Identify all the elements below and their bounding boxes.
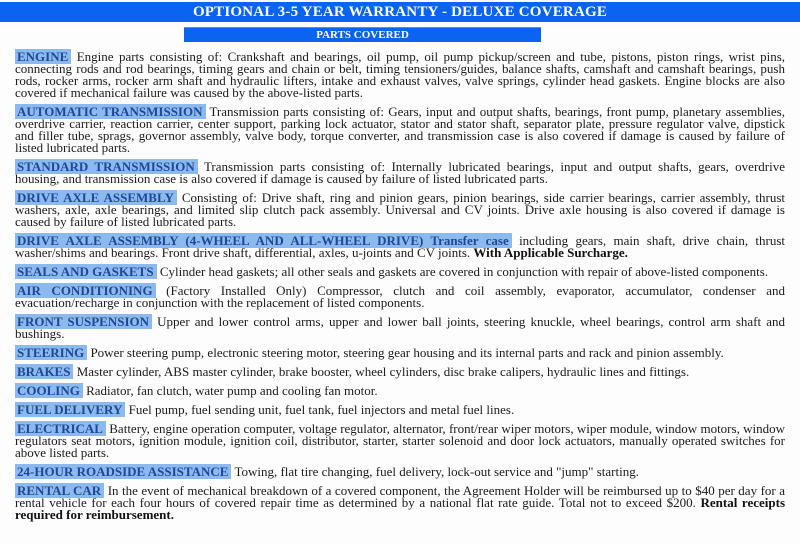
coverage-section	[15, 161, 785, 185]
section-body: Upper and lower control arms, upper and lower ball joints, steering knuckle, wheel bearings, control arm shaft and bushings.	[15, 314, 786, 341]
section-body: In the event of mechanical breakdown of a covered component, the Agreement Holder will be reimbursed up to $40 per day for a rental vehicle for each four hours of covered repair time as determined by a national flat rate guide. Total not to exceed $200.	[15, 483, 786, 510]
section-heading: STEERING	[15, 345, 87, 360]
coverage-section	[15, 235, 785, 259]
section-body: Master cylinder, ABS master cylinder, brake booster, wheel cylinders, disc brake calipers, hydraulic lines and fittings.	[76, 364, 690, 379]
section-heading: SEALS AND GASKETS	[15, 264, 157, 279]
section-body: Power steering pump, electronic steering motor, steering gear housing and its internal parts and rack and pinion assembly.	[90, 345, 724, 360]
section-heading: BRAKES	[15, 364, 73, 379]
section-body: Cylinder head gaskets; all other seals and gaskets are covered in conjunction with repair of above-listed components.	[159, 264, 769, 279]
section-body: (Factory Installed Only) Compressor, clutch and coil assembly, evaporator, accumulator, condenser and evacuation/recharge in conjunction with the replacement of listed components.	[15, 283, 786, 310]
coverage-section	[15, 423, 785, 459]
section-heading: AIR CONDITIONING	[15, 283, 156, 298]
section-body: including gears, main shaft, drive chain, thrust washer/shims and bearings. Front drive shaft, differential, axles, u-joints and CV joints.	[15, 233, 786, 260]
parts-covered-banner	[184, 27, 541, 42]
section-heading: 24-HOUR ROADSIDE ASSISTANCE	[15, 464, 231, 479]
coverage-section	[15, 404, 785, 416]
section-heading: AUTOMATIC TRANSMISSION	[15, 104, 206, 119]
warranty-document	[0, 2, 800, 545]
coverage-section	[15, 385, 785, 397]
coverage-section	[15, 366, 785, 378]
document-title-bar	[0, 2, 800, 22]
coverage-section	[15, 51, 785, 99]
coverage-section	[15, 266, 785, 278]
coverage-section	[15, 316, 785, 340]
section-body: Battery, engine operation computer, voltage regulator, alternator, front/rear wiper motors, wiper module, window motors, window regulators seat motors, ignition module, ignition coil, distributor, starter, starter solenoid and door lock actuators, manually operated switches for above listed parts.	[15, 421, 785, 460]
section-body: Consisting of: Drive shaft, ring and pinion gears, pinion bearings, side carrier bearings, carrier assembly, thrust washers, axle, axle bearings, and limited slip clutch pack assembly. Universal and CV joints. Drive axle housing is also covered if damage is caused by failure of listed lubricated parts.	[15, 190, 786, 229]
section-heading: DRIVE AXLE ASSEMBLY (4-WHEEL AND ALL-WHEEL DRIVE) Transfer case	[15, 233, 512, 248]
section-heading: RENTAL CAR	[15, 483, 104, 498]
coverage-sections	[0, 42, 800, 521]
section-heading: FRONT SUSPENSION	[15, 314, 152, 329]
coverage-section	[15, 466, 785, 478]
section-heading: ELECTRICAL	[15, 421, 106, 436]
parts-covered-label: PARTS COVERED	[316, 29, 409, 41]
section-bold-note: With Applicable Surcharge.	[473, 245, 628, 260]
section-body: Fuel pump, fuel sending unit, fuel tank, fuel injectors and metal fuel lines.	[128, 402, 515, 417]
coverage-section	[15, 285, 785, 309]
section-body: Towing, flat tire changing, fuel delivery, lock-out service and "jump" starting.	[234, 464, 639, 479]
coverage-section	[15, 347, 785, 359]
section-body: Transmission parts consisting of: Gears, input and output shafts, bearings, front pump, planetary assemblies, overdrive carrier, reaction carrier, center support, parking lock actuator, stator and stator shaft, separator plate, pressure regulator valve, dipstick and filler tube, sprags, governor assembly, valve body, torque converter, and transmission case is also covered if damage is caused by failure of listed lubricated parts.	[15, 104, 785, 155]
section-body: Radiator, fan clutch, water pump and cooling fan motor.	[86, 383, 378, 398]
section-heading: COOLING	[15, 383, 83, 398]
section-heading: STANDARD TRANSMISSION	[15, 159, 198, 174]
coverage-section	[15, 192, 785, 228]
section-heading: ENGINE	[15, 49, 71, 64]
coverage-section	[15, 485, 785, 521]
section-heading: DRIVE AXLE ASSEMBLY	[15, 190, 177, 205]
document-title: OPTIONAL 3-5 YEAR WARRANTY - DELUXE COVERAGE	[192, 4, 608, 20]
section-heading: FUEL DELIVERY	[15, 402, 125, 417]
coverage-section	[15, 106, 785, 154]
section-body: Transmission parts consisting of: Internally lubricated bearings, input and output shafts, gears, overdrive housing, and transmission case is also covered if damage is caused by failure of listed lubricated parts.	[15, 159, 785, 186]
section-bold-note: Rental receipts required for reimbursement.	[15, 495, 786, 522]
section-body: Engine parts consisting of: Crankshaft and bearings, oil pump, oil pump pickup/screen and tube, pistons, piston rings, wrist pins, connecting rods and rod bearings, timing gears and chain or belt, timing tensioners/guides, balance shafts, camshaft and camshaft bearings, push rods, rocker arms, rocker arm shaft and hydraulic lifters, intake and exhaust valves, valve springs, cylinder head gaskets. Engine blocks are also covered if mechanical failure was caused by the above-listed parts.	[15, 49, 786, 100]
